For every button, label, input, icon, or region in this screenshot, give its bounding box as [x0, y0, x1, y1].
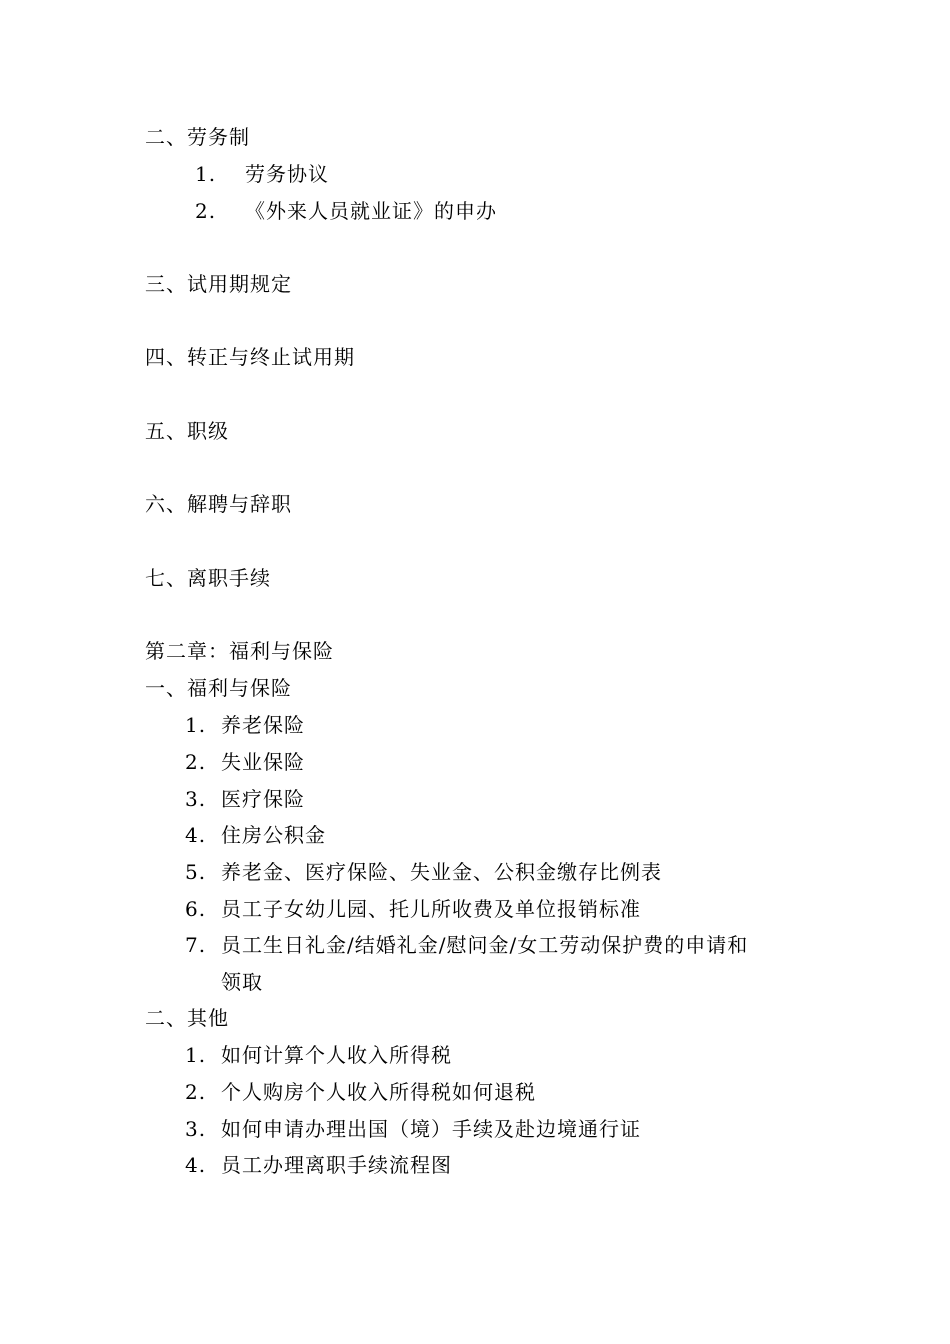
list-item-number: 2.	[185, 1080, 207, 1104]
list-item-number: 2.	[195, 199, 217, 223]
list-item-text: 养老金、医疗保险、失业金、公积金缴存比例表	[221, 860, 662, 884]
list-item-text: 失业保险	[221, 750, 305, 774]
chapter-title: 第二章：福利与保险	[145, 639, 334, 663]
list-item-text: 员工子女幼儿园、托儿所收费及单位报销标准	[221, 897, 641, 921]
list-item-number: 3.	[185, 787, 207, 811]
list-item-text: 住房公积金	[221, 823, 326, 847]
list-item-number: 4.	[185, 823, 207, 847]
list-item-number: 4.	[185, 1153, 207, 1177]
list-item-text: 养老保险	[221, 713, 305, 737]
list-item-number: 6.	[185, 897, 207, 921]
list-item-text: 如何申请办理出国（境）手续及赴边境通行证	[221, 1117, 641, 1141]
list-item-text: 劳务协议	[245, 162, 329, 186]
list-item-text: 个人购房个人收入所得税如何退税	[221, 1080, 536, 1104]
list-item-text: 员工办理离职手续流程图	[221, 1153, 452, 1177]
list-item-text-continuation: 领取	[221, 970, 263, 994]
list-item-number: 2.	[185, 750, 207, 774]
list-item-number: 3.	[185, 1117, 207, 1141]
section-heading: 四、转正与终止试用期	[145, 345, 355, 369]
section-heading-other: 二、其他	[145, 1006, 229, 1030]
section-heading: 六、解聘与辞职	[145, 492, 292, 516]
section-heading: 五、职级	[145, 419, 229, 443]
list-item-number: 1.	[185, 713, 207, 737]
list-item-text: 如何计算个人收入所得税	[221, 1043, 452, 1067]
list-item-text: 医疗保险	[221, 787, 305, 811]
list-item-number: 1.	[185, 1043, 207, 1067]
list-item-number: 7.	[185, 933, 207, 957]
section-heading: 七、离职手续	[145, 566, 271, 590]
list-item-number: 5.	[185, 860, 207, 884]
list-item-number: 1.	[195, 162, 217, 186]
section-heading-labor: 二、劳务制	[145, 125, 250, 149]
section-heading-welfare: 一、福利与保险	[145, 676, 292, 700]
list-item-text: 《外来人员就业证》的申办	[245, 199, 497, 223]
list-item-text: 员工生日礼金/结婚礼金/慰问金/女工劳动保护费的申请和	[221, 933, 749, 957]
section-heading: 三、试用期规定	[145, 272, 292, 296]
